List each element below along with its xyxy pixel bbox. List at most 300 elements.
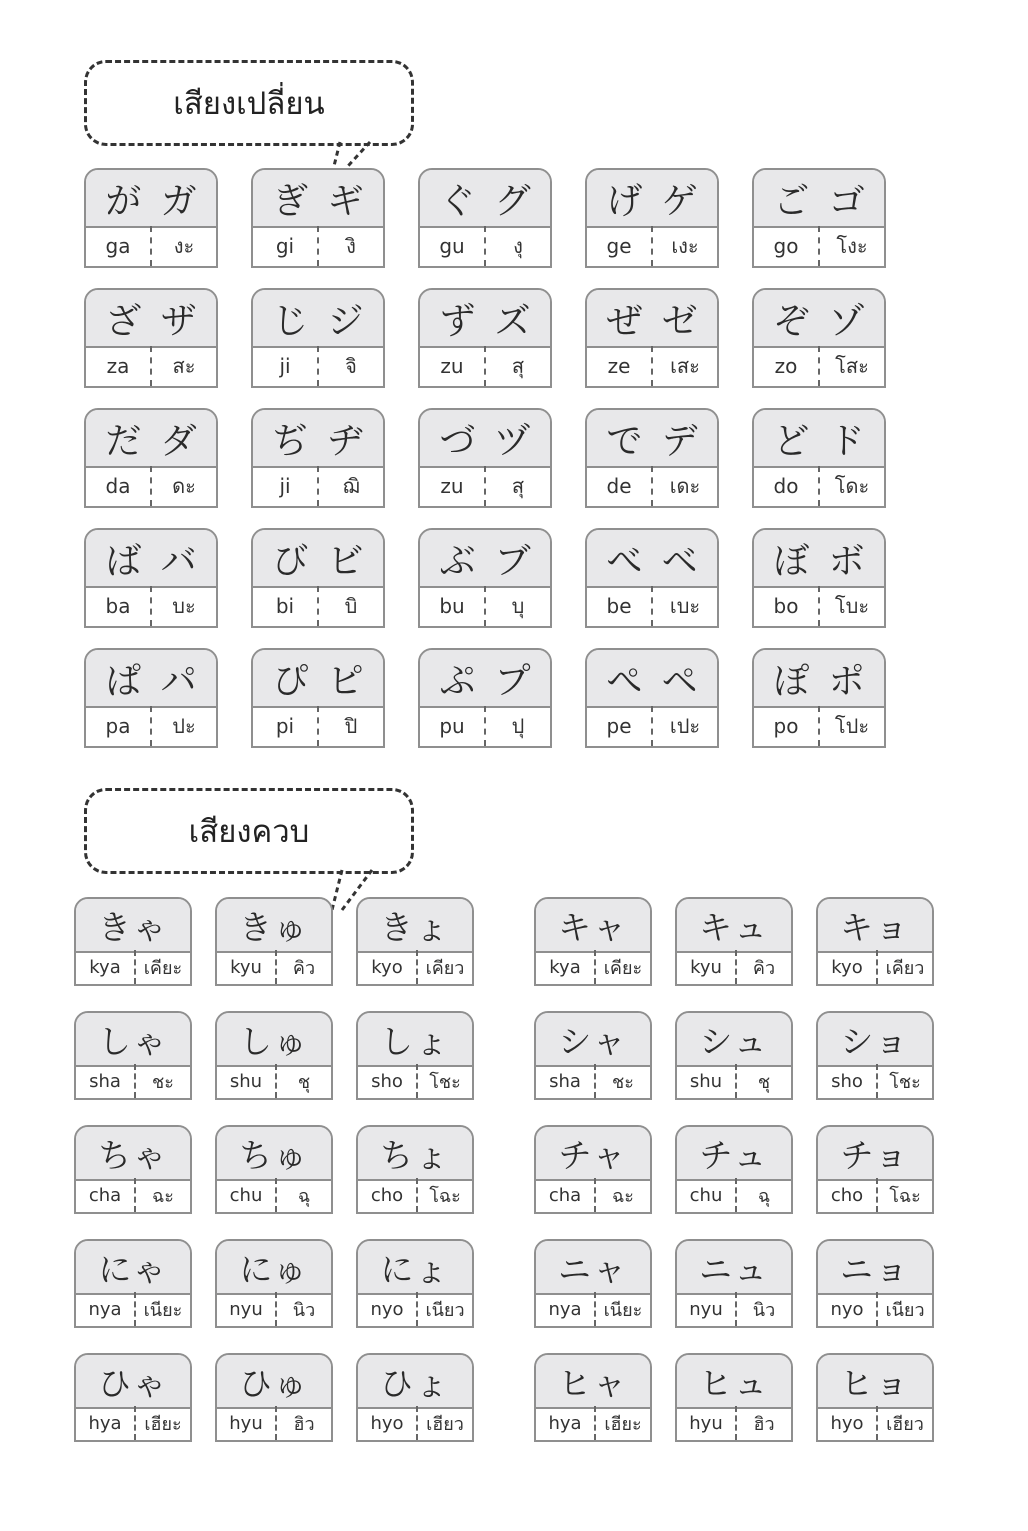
kana-card xyxy=(84,528,218,628)
kana-card xyxy=(251,168,385,268)
kana-card xyxy=(752,288,886,388)
combo-kana-card xyxy=(816,897,934,986)
thai-reading: ชะ xyxy=(612,1071,634,1093)
romaji-reading: nya xyxy=(536,1292,596,1326)
romaji-reading: ze xyxy=(587,346,653,386)
combo-kana: キュ xyxy=(677,899,791,953)
katakana-char: ピ xyxy=(327,660,364,702)
voiced-title-bubble xyxy=(84,60,414,146)
hiragana-char: だ xyxy=(105,420,142,462)
kana-pair xyxy=(754,290,884,348)
hiragana-char: べ xyxy=(606,540,643,582)
kana-pair xyxy=(420,650,550,708)
reading-row xyxy=(253,466,383,506)
combo-kana: ちゅ xyxy=(217,1127,331,1181)
thai-reading: โดะ xyxy=(834,474,870,498)
thai-reading: เนียะ xyxy=(603,1299,643,1321)
kana-pair xyxy=(86,290,216,348)
combo-kana: きゅ xyxy=(217,899,331,953)
kana-pair xyxy=(420,410,550,468)
romaji-reading: cho xyxy=(358,1178,418,1212)
thai-reading: เนียว xyxy=(425,1299,465,1321)
combo-kana-card xyxy=(74,897,192,986)
romaji-reading: ji xyxy=(253,346,319,386)
reading-row xyxy=(86,586,216,626)
combo-kana-card xyxy=(74,1125,192,1214)
combo-kana: ヒョ xyxy=(818,1355,932,1409)
katakana-char: ベ xyxy=(661,540,698,582)
combo-title: เสียงควบ xyxy=(188,814,310,850)
romaji-reading: hyu xyxy=(217,1406,277,1440)
katakana-char: ジ xyxy=(327,300,364,342)
combo-kana-card xyxy=(356,1125,474,1214)
thai-reading: เงะ xyxy=(671,234,699,258)
reading-row xyxy=(818,950,932,984)
kana-card xyxy=(84,288,218,388)
romaji-reading: kyo xyxy=(358,950,418,984)
thai-reading: บุ xyxy=(511,594,525,618)
combo-kana-card xyxy=(534,897,652,986)
combo-kana: しゃ xyxy=(76,1013,190,1067)
romaji-reading: ga xyxy=(86,226,152,266)
kana-card xyxy=(752,408,886,508)
thai-reading: ฉุ xyxy=(757,1185,771,1207)
reading-row xyxy=(420,706,550,746)
reading-row xyxy=(358,950,472,984)
reading-row xyxy=(86,226,216,266)
thai-reading: ฉุ xyxy=(297,1185,311,1207)
romaji-reading: kya xyxy=(76,950,136,984)
katakana-char: ブ xyxy=(494,540,531,582)
combo-kana: ちゃ xyxy=(76,1127,190,1181)
kana-card xyxy=(585,408,719,508)
romaji-reading: hyo xyxy=(358,1406,418,1440)
thai-reading: สุ xyxy=(511,474,525,498)
combo-kana: チャ xyxy=(536,1127,650,1181)
kana-card xyxy=(84,648,218,748)
romaji-reading: hyo xyxy=(818,1406,878,1440)
romaji-reading: gi xyxy=(253,226,319,266)
romaji-reading: hya xyxy=(76,1406,136,1440)
reading-row xyxy=(677,1406,791,1440)
romaji-reading: ji xyxy=(253,466,319,506)
katakana-char: バ xyxy=(160,540,197,582)
katakana-char: ヅ xyxy=(494,420,531,462)
combo-kana: きゃ xyxy=(76,899,190,953)
combo-kana-card xyxy=(74,1353,192,1442)
hiragana-char: ぺ xyxy=(606,660,643,702)
combo-kana-card xyxy=(534,1011,652,1100)
reading-row xyxy=(253,346,383,386)
hiragana-char: ぐ xyxy=(439,180,476,222)
romaji-reading: kyu xyxy=(217,950,277,984)
katakana-char: ヂ xyxy=(327,420,364,462)
kana-card xyxy=(585,168,719,268)
thai-reading: จิ xyxy=(345,354,357,378)
kana-card xyxy=(585,288,719,388)
romaji-reading: po xyxy=(754,706,820,746)
reading-row xyxy=(754,586,884,626)
combo-kana: にゅ xyxy=(217,1241,331,1295)
hiragana-char: げ xyxy=(606,180,643,222)
combo-kana: チョ xyxy=(818,1127,932,1181)
thai-reading: ชุ xyxy=(757,1071,771,1093)
combo-kana-card xyxy=(356,1239,474,1328)
hiragana-char: ば xyxy=(105,540,142,582)
hiragana-char: で xyxy=(606,420,643,462)
hiragana-char: ぱ xyxy=(105,660,142,702)
romaji-reading: hya xyxy=(536,1406,596,1440)
katakana-char: ゼ xyxy=(661,300,698,342)
combo-kana-card xyxy=(215,1125,333,1214)
katakana-char: ギ xyxy=(327,180,364,222)
combo-kana: ひゃ xyxy=(76,1355,190,1409)
thai-reading: โงะ xyxy=(836,234,868,258)
katakana-char: ボ xyxy=(828,540,865,582)
kana-pair xyxy=(253,530,383,588)
kana-card xyxy=(84,408,218,508)
reading-row xyxy=(358,1292,472,1326)
voiced-title: เสียงเปลี่ยน xyxy=(173,86,325,122)
romaji-reading: nyo xyxy=(818,1292,878,1326)
reading-row xyxy=(76,1406,190,1440)
combo-kana: シュ xyxy=(677,1013,791,1067)
kana-pair xyxy=(754,650,884,708)
reading-row xyxy=(677,950,791,984)
hiragana-char: ず xyxy=(439,300,476,342)
thai-reading: ปะ xyxy=(172,714,196,738)
romaji-reading: go xyxy=(754,226,820,266)
kana-card xyxy=(251,288,385,388)
kana-card xyxy=(251,528,385,628)
katakana-char: ザ xyxy=(160,300,197,342)
reading-row xyxy=(818,1292,932,1326)
thai-reading: งุ xyxy=(513,234,523,258)
reading-row xyxy=(217,950,331,984)
romaji-reading: pa xyxy=(86,706,152,746)
thai-reading: นิว xyxy=(292,1299,316,1321)
romaji-reading: do xyxy=(754,466,820,506)
thai-reading: เฮียะ xyxy=(604,1413,642,1435)
hiragana-char: ご xyxy=(773,180,810,222)
combo-kana-card xyxy=(816,1011,934,1100)
reading-row xyxy=(76,1064,190,1098)
kana-pair xyxy=(420,530,550,588)
reading-row xyxy=(587,466,717,506)
reading-row xyxy=(217,1064,331,1098)
hiragana-char: び xyxy=(272,540,309,582)
hiragana-char: ぼ xyxy=(773,540,810,582)
kana-card xyxy=(752,648,886,748)
combo-kana-card xyxy=(816,1239,934,1328)
combo-kana: シャ xyxy=(536,1013,650,1067)
thai-reading: ฉะ xyxy=(152,1185,174,1207)
combo-title-bubble xyxy=(84,788,414,874)
romaji-reading: da xyxy=(86,466,152,506)
combo-kana-card xyxy=(816,1125,934,1214)
combo-kana-card xyxy=(74,1011,192,1100)
kana-card xyxy=(585,648,719,748)
thai-reading: โบะ xyxy=(834,594,870,618)
combo-kana: ニャ xyxy=(536,1241,650,1295)
hiragana-char: づ xyxy=(439,420,476,462)
romaji-reading: hyu xyxy=(677,1406,737,1440)
romaji-reading: kyo xyxy=(818,950,878,984)
reading-row xyxy=(217,1292,331,1326)
reading-row xyxy=(76,1178,190,1212)
katakana-char: ペ xyxy=(661,660,698,702)
reading-row xyxy=(754,346,884,386)
combo-kana-card xyxy=(675,1353,793,1442)
thai-reading: เสะ xyxy=(670,354,700,378)
reading-row xyxy=(587,226,717,266)
kana-pair xyxy=(253,650,383,708)
kana-pair xyxy=(86,650,216,708)
romaji-reading: shu xyxy=(677,1064,737,1098)
reading-row xyxy=(86,346,216,386)
romaji-reading: shu xyxy=(217,1064,277,1098)
romaji-reading: chu xyxy=(677,1178,737,1212)
romaji-reading: chu xyxy=(217,1178,277,1212)
reading-row xyxy=(253,226,383,266)
katakana-char: パ xyxy=(160,660,197,702)
reading-row xyxy=(420,466,550,506)
romaji-reading: nyu xyxy=(217,1292,277,1326)
thai-reading: งิ xyxy=(346,234,356,258)
thai-reading: ฮิว xyxy=(293,1413,315,1435)
kana-pair xyxy=(253,170,383,228)
combo-kana: ひょ xyxy=(358,1355,472,1409)
reading-row xyxy=(536,950,650,984)
combo-kana-card xyxy=(675,897,793,986)
katakana-char: ド xyxy=(828,420,865,462)
reading-row xyxy=(86,466,216,506)
reading-row xyxy=(536,1064,650,1098)
romaji-reading: pe xyxy=(587,706,653,746)
reading-row xyxy=(253,706,383,746)
kana-pair xyxy=(754,530,884,588)
reading-row xyxy=(587,346,717,386)
reading-row xyxy=(587,706,717,746)
katakana-char: プ xyxy=(494,660,531,702)
reading-row xyxy=(754,706,884,746)
reading-row xyxy=(358,1178,472,1212)
romaji-reading: gu xyxy=(420,226,486,266)
reading-row xyxy=(76,1292,190,1326)
romaji-reading: cha xyxy=(536,1178,596,1212)
romaji-reading: pi xyxy=(253,706,319,746)
kana-pair xyxy=(253,290,383,348)
reading-row xyxy=(536,1178,650,1212)
combo-kana-card xyxy=(356,1011,474,1100)
combo-kana: にゃ xyxy=(76,1241,190,1295)
kana-card xyxy=(418,168,552,268)
combo-kana-card xyxy=(675,1239,793,1328)
katakana-char: デ xyxy=(661,420,698,462)
katakana-char: ダ xyxy=(160,420,197,462)
thai-reading: เคียว xyxy=(885,957,925,979)
kana-pair xyxy=(754,170,884,228)
thai-reading: เปะ xyxy=(669,714,701,738)
kana-pair xyxy=(587,290,717,348)
katakana-char: グ xyxy=(494,180,531,222)
kana-card xyxy=(418,528,552,628)
combo-kana: ちょ xyxy=(358,1127,472,1181)
romaji-reading: sha xyxy=(76,1064,136,1098)
combo-kana: しゅ xyxy=(217,1013,331,1067)
combo-kana-card xyxy=(534,1239,652,1328)
thai-reading: โฉะ xyxy=(429,1185,461,1207)
romaji-reading: bu xyxy=(420,586,486,626)
hiragana-char: ぞ xyxy=(773,300,810,342)
reading-row xyxy=(677,1064,791,1098)
kana-pair xyxy=(86,530,216,588)
combo-kana: チュ xyxy=(677,1127,791,1181)
combo-kana: ショ xyxy=(818,1013,932,1067)
kana-pair xyxy=(587,530,717,588)
combo-kana-card xyxy=(215,1011,333,1100)
romaji-reading: sho xyxy=(818,1064,878,1098)
thai-reading: ปิ xyxy=(344,714,358,738)
thai-reading: นิว xyxy=(752,1299,776,1321)
romaji-reading: nyo xyxy=(358,1292,418,1326)
hiragana-char: ぷ xyxy=(439,660,476,702)
reading-row xyxy=(358,1064,472,1098)
romaji-reading: sha xyxy=(536,1064,596,1098)
kana-card xyxy=(752,528,886,628)
reading-row xyxy=(818,1406,932,1440)
romaji-reading: sho xyxy=(358,1064,418,1098)
reading-row xyxy=(86,706,216,746)
reading-row xyxy=(677,1292,791,1326)
reading-row xyxy=(253,586,383,626)
combo-kana-card xyxy=(215,1239,333,1328)
hiragana-char: じ xyxy=(272,300,309,342)
thai-reading: เคียว xyxy=(425,957,465,979)
katakana-char: ゲ xyxy=(661,180,698,222)
reading-row xyxy=(358,1406,472,1440)
combo-kana: ヒュ xyxy=(677,1355,791,1409)
romaji-reading: pu xyxy=(420,706,486,746)
kana-card xyxy=(418,408,552,508)
romaji-reading: kya xyxy=(536,950,596,984)
reading-row xyxy=(420,586,550,626)
reading-row xyxy=(420,346,550,386)
combo-kana: キョ xyxy=(818,899,932,953)
combo-kana-card xyxy=(215,897,333,986)
thai-reading: โชะ xyxy=(889,1071,921,1093)
reading-row xyxy=(217,1406,331,1440)
hiragana-char: ぎ xyxy=(272,180,309,222)
katakana-char: ゾ xyxy=(828,300,865,342)
reading-row xyxy=(587,586,717,626)
kana-card xyxy=(251,648,385,748)
thai-reading: บะ xyxy=(172,594,196,618)
thai-reading: โปะ xyxy=(834,714,870,738)
thai-reading: ปุ xyxy=(511,714,525,738)
reading-row xyxy=(677,1178,791,1212)
thai-reading: สุ xyxy=(511,354,525,378)
combo-kana: ひゅ xyxy=(217,1355,331,1409)
combo-kana-card xyxy=(675,1011,793,1100)
romaji-reading: cho xyxy=(818,1178,878,1212)
kana-card xyxy=(251,408,385,508)
hiragana-char: ぜ xyxy=(606,300,643,342)
thai-reading: เบะ xyxy=(669,594,701,618)
thai-reading: บิ xyxy=(344,594,358,618)
hiragana-char: ぢ xyxy=(272,420,309,462)
reading-row xyxy=(818,1178,932,1212)
kana-card xyxy=(752,168,886,268)
thai-reading: งะ xyxy=(173,234,195,258)
combo-kana: きょ xyxy=(358,899,472,953)
katakana-char: ズ xyxy=(494,300,531,342)
hiragana-char: ど xyxy=(773,420,810,462)
romaji-reading: zu xyxy=(420,346,486,386)
thai-reading: เคียะ xyxy=(603,957,643,979)
combo-kana-card xyxy=(74,1239,192,1328)
kana-pair xyxy=(253,410,383,468)
combo-kana: にょ xyxy=(358,1241,472,1295)
combo-kana-card xyxy=(675,1125,793,1214)
romaji-reading: nyu xyxy=(677,1292,737,1326)
combo-kana: キャ xyxy=(536,899,650,953)
hiragana-char: ぽ xyxy=(773,660,810,702)
reading-row xyxy=(420,226,550,266)
romaji-reading: ge xyxy=(587,226,653,266)
romaji-reading: nya xyxy=(76,1292,136,1326)
combo-kana: しょ xyxy=(358,1013,472,1067)
thai-reading: เฮียว xyxy=(886,1413,924,1435)
kana-card xyxy=(585,528,719,628)
reading-row xyxy=(754,466,884,506)
combo-kana-card xyxy=(534,1353,652,1442)
combo-kana: ニュ xyxy=(677,1241,791,1295)
romaji-reading: ba xyxy=(86,586,152,626)
thai-reading: เดะ xyxy=(669,474,701,498)
romaji-reading: zu xyxy=(420,466,486,506)
katakana-char: ポ xyxy=(828,660,865,702)
romaji-reading: bo xyxy=(754,586,820,626)
reading-row xyxy=(217,1178,331,1212)
hiragana-char: ぶ xyxy=(439,540,476,582)
hiragana-char: が xyxy=(105,180,142,222)
kana-card xyxy=(418,648,552,748)
voiced-bubble-tail xyxy=(330,140,390,170)
romaji-reading: za xyxy=(86,346,152,386)
thai-reading: ฮิว xyxy=(753,1413,775,1435)
romaji-reading: kyu xyxy=(677,950,737,984)
reading-row xyxy=(536,1406,650,1440)
kana-pair xyxy=(86,170,216,228)
kana-pair xyxy=(587,650,717,708)
kana-pair xyxy=(587,410,717,468)
romaji-reading: bi xyxy=(253,586,319,626)
romaji-reading: cha xyxy=(76,1178,136,1212)
reading-row xyxy=(754,226,884,266)
kana-card xyxy=(418,288,552,388)
thai-reading: เคียะ xyxy=(143,957,183,979)
kana-pair xyxy=(86,410,216,468)
combo-kana: ニョ xyxy=(818,1241,932,1295)
combo-kana-card xyxy=(816,1353,934,1442)
reading-row xyxy=(76,950,190,984)
combo-kana-card xyxy=(356,897,474,986)
thai-reading: โฉะ xyxy=(889,1185,921,1207)
thai-reading: ฌิ xyxy=(342,474,360,498)
thai-reading: ฉะ xyxy=(612,1185,634,1207)
thai-reading: เนียะ xyxy=(143,1299,183,1321)
